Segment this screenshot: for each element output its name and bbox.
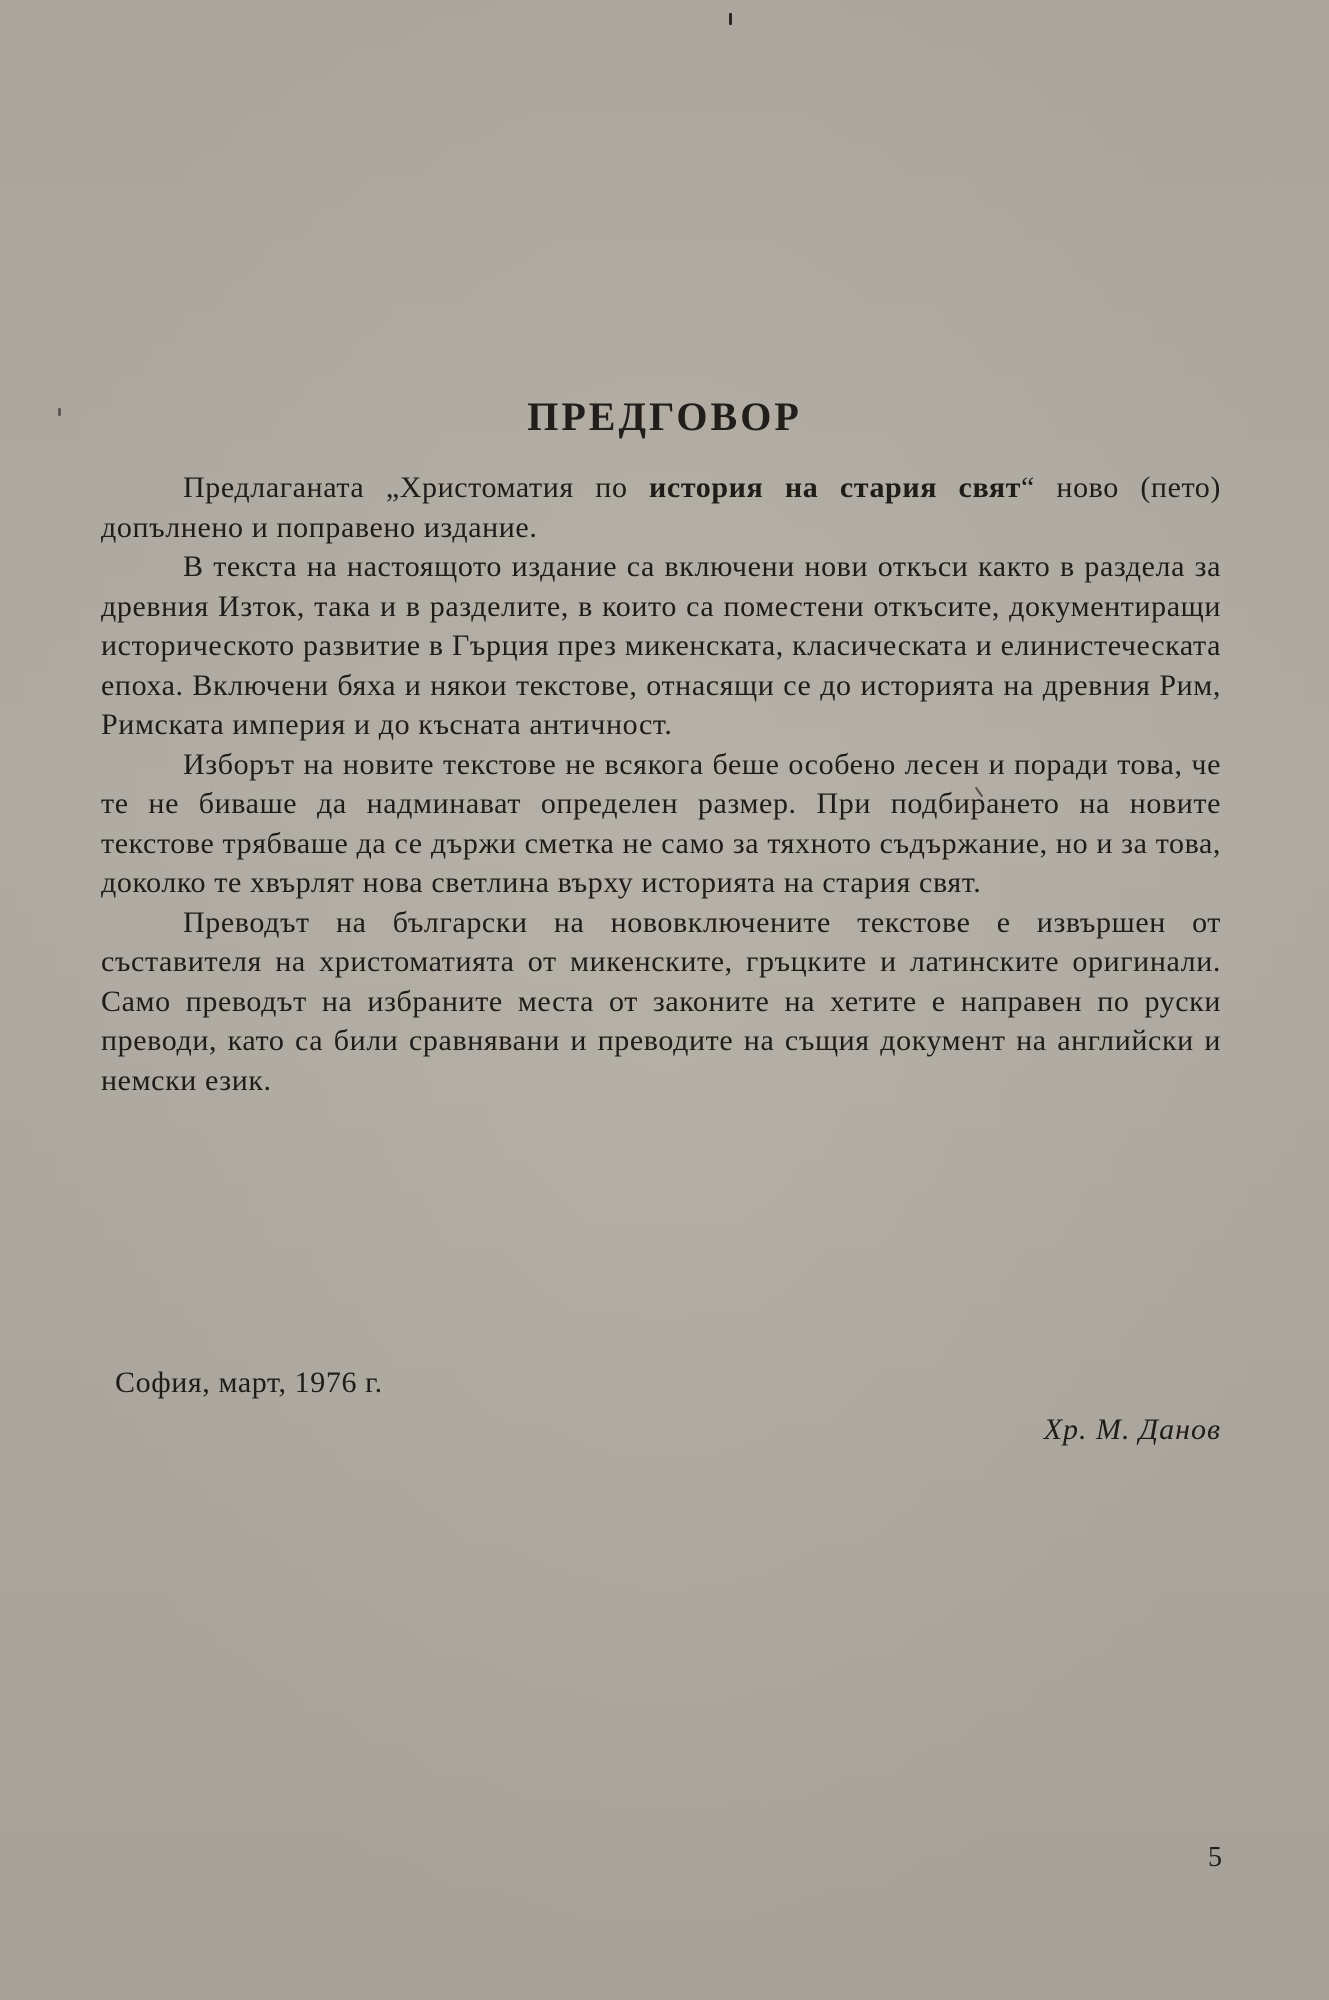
paragraph-1-bold-title: история на стария свят: [649, 471, 1022, 504]
author-signature: Хр. М. Данов: [1043, 1413, 1221, 1446]
date-line: София, март, 1976 г.: [115, 1366, 383, 1399]
page-title: ПРЕДГОВОР: [527, 394, 802, 439]
page-number: 5: [1208, 1842, 1222, 1873]
paragraph-1: [101, 468, 1221, 547]
paragraph-3: Изборът на новите текстове не всякога беше особено лесен и поради това, че те не биваше да надминават определен размер. При подбирането на новите текстове трябваше да се държи сметка не само за тяхното съдържание, но и за това, доколко те хвърлят нова светлина върху историята на стария свят.: [101, 747, 1221, 899]
ink-speck: [729, 13, 732, 25]
preface-body: [101, 468, 1221, 1100]
paragraph-1-end: “ ново (пето) допълнено и поправено издание.: [101, 471, 1221, 544]
paragraph-2: В текста на настоящото издание са включени нови откъси както в раздела за древния Изток, така и в разделите, в които са поместени откъсите, документиращи историческото развитие в Гърция през микенската, класическата и елинистеческата епоха. Включени бяха и някои текстове, отнасящи се до историята на древния Рим, Римската империя и до късната античност.: [101, 550, 1221, 741]
paragraph-4: Преводът на български на нововключените текстове е извършен от съставителя на христоматията от микенските, гръцките и латинските оригинали. Само преводът на избраните места от законите на хетите е направен по руски преводи, като са били сравнявани и преводите на същия документ на английски и немски език.: [101, 905, 1221, 1097]
paragraph-1-start: Предлаганата „Христоматия по: [183, 471, 650, 504]
